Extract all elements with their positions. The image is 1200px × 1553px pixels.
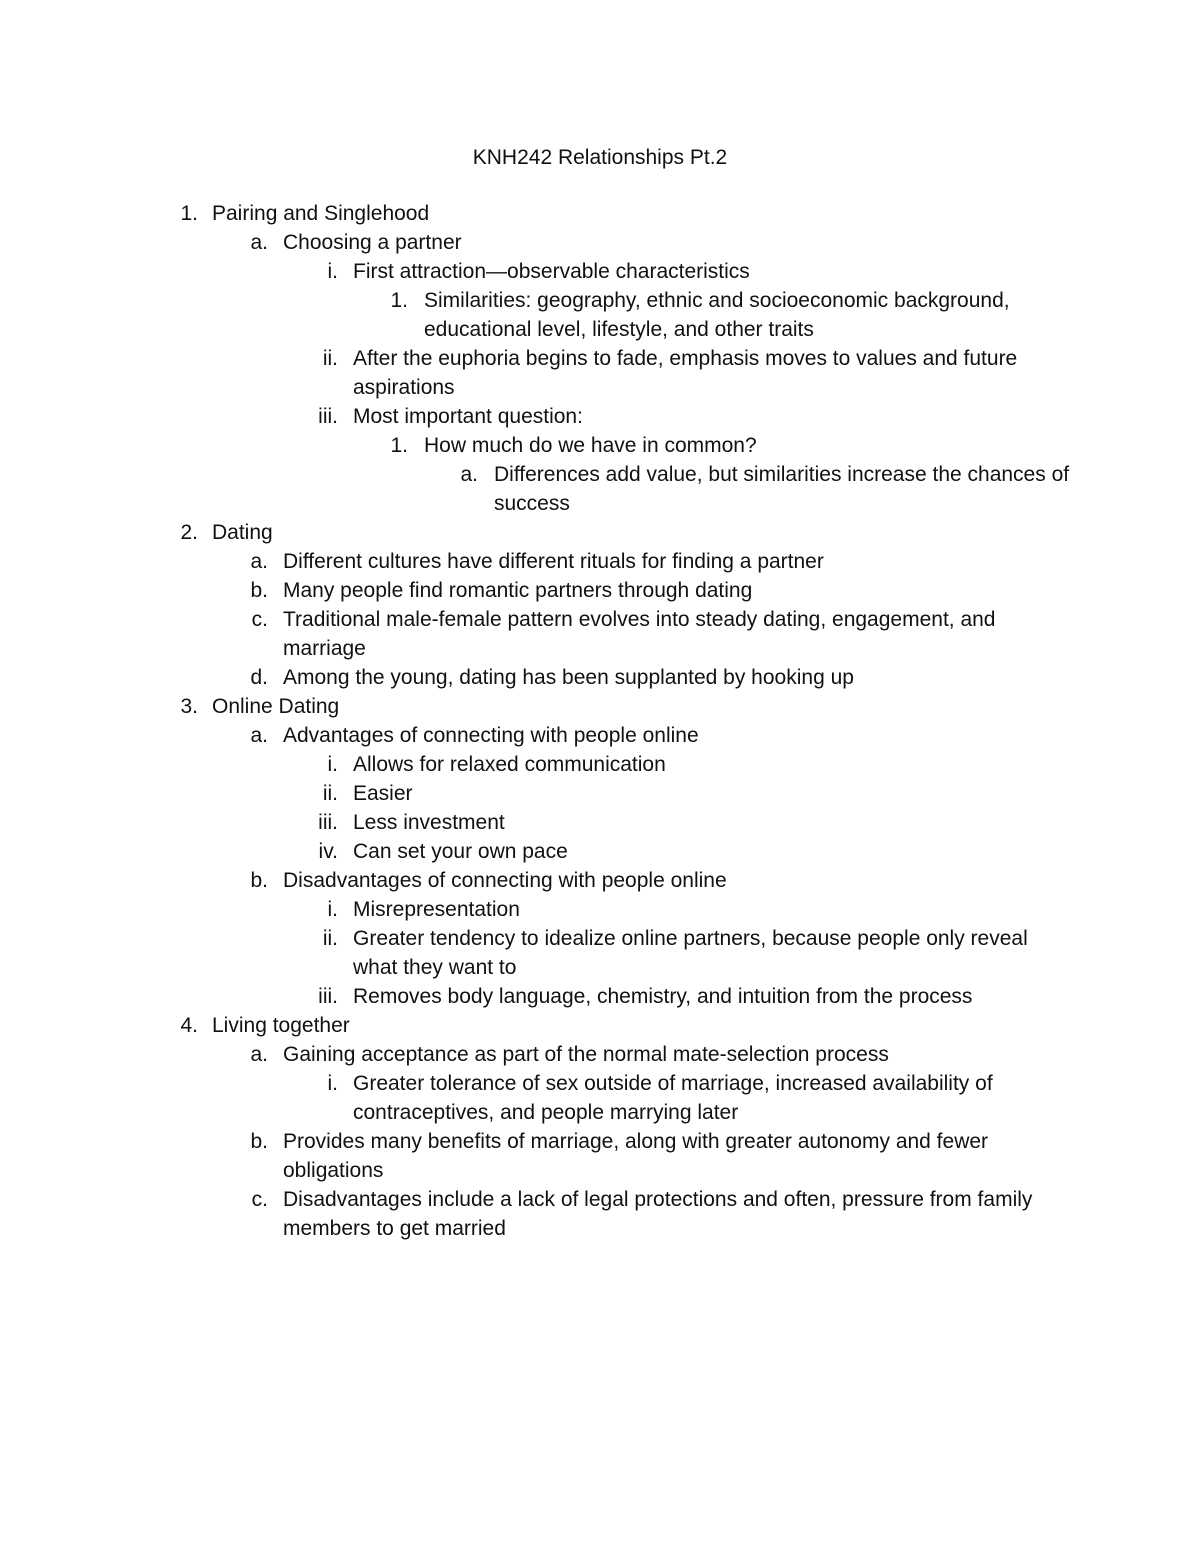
outline-item [0, 808, 1200, 837]
outline-item-text: Differences add value, but similarities increase the chances of success [494, 463, 1070, 515]
outline-item [0, 431, 1200, 460]
outline-item-marker: b. [250, 869, 268, 892]
outline-item-marker: i. [327, 260, 338, 283]
outline-item [0, 895, 1200, 924]
outline-item-marker: iii. [318, 985, 338, 1008]
outline-item-marker: i. [327, 1072, 338, 1095]
outline-item-marker: iii. [318, 811, 338, 834]
outline-item-marker: b. [250, 579, 268, 602]
outline-item [0, 547, 1200, 576]
outline-item-marker: 4. [180, 1014, 198, 1037]
outline-item-text: Can set your own pace [353, 840, 568, 863]
outline-item-text: Less investment [353, 811, 505, 834]
outline-item-marker: i. [327, 753, 338, 776]
outline-item-text: Pairing and Singlehood [212, 202, 430, 225]
outline-item [0, 257, 1200, 286]
outline-item [0, 692, 1200, 721]
outline-item-marker: a. [250, 231, 268, 254]
outline-item-marker: 1. [390, 289, 408, 312]
outline-item-marker: b. [250, 1130, 268, 1153]
outline-item [0, 1127, 1200, 1185]
outline-item-text: Choosing a partner [283, 231, 462, 254]
outline-item-text: Greater tolerance of sex outside of marriage, increased availability of contraceptives, and people marrying later [353, 1072, 993, 1124]
outline-item-text: Easier [353, 782, 413, 805]
outline-item-marker: ii. [322, 782, 338, 805]
outline-item [0, 721, 1200, 750]
outline-item [0, 1069, 1200, 1127]
outline-item-text: Among the young, dating has been supplanted by hooking up [283, 666, 854, 689]
outline-item-marker: ii. [322, 347, 338, 370]
outline-item-marker: a. [250, 1043, 268, 1066]
outline-item-text: Online Dating [212, 695, 340, 718]
outline-item-text: Allows for relaxed communication [353, 753, 666, 776]
outline-item [0, 605, 1200, 663]
outline-item-marker: 1. [390, 434, 408, 457]
outline-item [0, 750, 1200, 779]
outline-item [0, 779, 1200, 808]
outline-item [0, 1040, 1200, 1069]
outline-item-text: After the euphoria begins to fade, emphasis moves to values and future aspirations [353, 347, 1018, 399]
outline-item-text: Similarities: geography, ethnic and socioeconomic background, educational level, lifestyle, and other traits [424, 289, 1010, 341]
outline-item [0, 518, 1200, 547]
outline-item-marker: 3. [180, 695, 198, 718]
outline-item-marker: iii. [318, 405, 338, 428]
outline-item-marker: 2. [180, 521, 198, 544]
outline-item-marker: d. [250, 666, 268, 689]
outline-item-text: Greater tendency to idealize online partners, because people only reveal what they want to [353, 927, 1028, 979]
outline-item-text: Most important question: [353, 405, 583, 428]
outline-item-marker: c. [251, 608, 268, 631]
outline-item-text: Removes body language, chemistry, and intuition from the process [353, 985, 973, 1008]
outline-item-text: Advantages of connecting with people online [283, 724, 699, 747]
outline-item [0, 199, 1200, 228]
outline-item [0, 402, 1200, 431]
outline-item-text: How much do we have in common? [424, 434, 757, 457]
outline-item [0, 576, 1200, 605]
outline-item [0, 344, 1200, 402]
outline-item [0, 837, 1200, 866]
outline-item [0, 228, 1200, 257]
outline-item-marker: 1. [180, 202, 198, 225]
outline-item-text: First attraction—observable characteristics [353, 260, 750, 283]
outline-item-text: Disadvantages include a lack of legal protections and often, pressure from family members to get married [283, 1188, 1033, 1240]
outline-item-text: Different cultures have different rituals for finding a partner [283, 550, 824, 573]
outline-item-text: Misrepresentation [353, 898, 520, 921]
outline-item-marker: a. [250, 724, 268, 747]
outline-list [0, 199, 1200, 1243]
outline-item [0, 982, 1200, 1011]
outline-item-text: Living together [212, 1014, 350, 1037]
outline-item [0, 866, 1200, 895]
outline-item-marker: a. [460, 463, 478, 486]
outline-item-text: Disadvantages of connecting with people online [283, 869, 727, 892]
outline-item-text: Provides many benefits of marriage, along with greater autonomy and fewer obligations [283, 1130, 989, 1182]
outline-item-marker: a. [250, 550, 268, 573]
outline-item [0, 663, 1200, 692]
outline-item-marker: ii. [322, 927, 338, 950]
outline-item [0, 1185, 1200, 1243]
outline-item-marker: c. [251, 1188, 268, 1211]
outline-item-marker: i. [327, 898, 338, 921]
outline-item [0, 286, 1200, 344]
outline-item-text: Traditional male-female pattern evolves into steady dating, engagement, and marriage [283, 608, 996, 660]
outline-item-text: Gaining acceptance as part of the normal mate-selection process [283, 1043, 889, 1066]
outline-item [0, 1011, 1200, 1040]
page-title: KNH242 Relationships Pt.2 [472, 146, 728, 169]
outline-item [0, 924, 1200, 982]
outline-item [0, 460, 1200, 518]
outline-item-text: Many people find romantic partners through dating [283, 579, 753, 602]
outline-item-marker: iv. [318, 840, 338, 863]
outline-item-text: Dating [212, 521, 273, 544]
